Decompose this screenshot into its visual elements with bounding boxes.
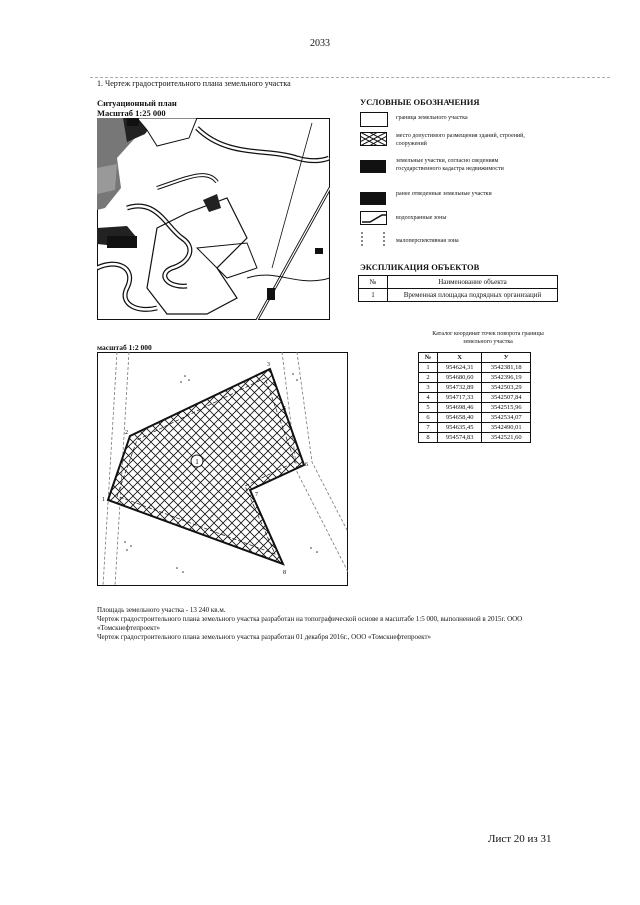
legend-swatch-allocated [360,192,386,205]
catalog-row [419,433,531,443]
note-date: Чертеж градостроительного плана земельного участка разработан 01 декабря 2016г., ООО «Томскнефтепроект» [97,633,432,641]
catalog-cell-x: 954717,33 [438,393,482,403]
explication-row [359,289,558,302]
legend-swatch-boundary [360,112,388,127]
situation-plan-map [97,118,330,320]
legend-label-boundary: граница земельного участка [396,115,468,121]
catalog-cell-number: 5 [419,403,438,413]
point-label-7: 7 [255,492,258,498]
catalog-title: Каталог координат точек поворота границы земельного участка [432,331,544,345]
catalog-cell-number: 7 [419,423,438,433]
catalog-cell-y: 3542503,29 [482,383,531,393]
catalog-row [419,363,531,373]
point-label-8: 8 [283,570,286,576]
catalog-header-row [419,353,531,363]
explication-cell-number: 1 [359,289,388,302]
catalog-cell-number: 2 [419,373,438,383]
catalog-cell-y: 3542396,19 [482,373,531,383]
catalog-cell-x: 954624,31 [438,363,482,373]
legend-swatch-building [360,132,387,146]
catalog-cell-x: 954680,60 [438,373,482,383]
explication-header-name: Наименование объекта [388,276,558,289]
catalog-cell-number: 3 [419,383,438,393]
catalog-cell-y: 3542534,07 [482,413,531,423]
catalog-header-x: X [438,353,482,363]
legend-label-building: место допустимого размещения зданий, строений, сооружений [396,133,525,147]
legend-label-allocated: ранее отведенные земельные участки [396,191,492,197]
catalog-header-y: У [482,353,531,363]
catalog-header-number: № [419,353,438,363]
point-label-6: 6 [305,462,308,468]
legend-label-cadastre: земельные участки, согласно сведениям государственного кадастра недвижимости [396,158,504,172]
explication-cell-name: Временная площадка подрядных организаций [388,289,558,302]
catalog-table [418,352,531,443]
point-label-1: 1 [102,497,105,503]
explication-title: ЭКСПЛИКАЦИЯ ОБЪЕКТОВ [360,262,480,272]
catalog-cell-y: 3542515,96 [482,403,531,413]
header-rule [90,77,610,78]
catalog-row [419,393,531,403]
point-label-2: 2 [125,430,128,436]
catalog-cell-x: 954635,45 [438,423,482,433]
catalog-cell-x: 954698,46 [438,403,482,413]
catalog-cell-y: 3542507,84 [482,393,531,403]
catalog-row [419,373,531,383]
land-plot-plan [97,352,348,586]
explication-header-number: № [359,276,388,289]
note-topography: Чертеж градостроительного плана земельного участка разработан на топографической основе в масштабе 1:5 000, выполненной в 2015г. ООО «Томскнефтепроект» [97,615,523,632]
situation-plan-title: Ситуационный план [97,98,177,108]
plan-scale: масштаб 1:2 000 [97,343,152,352]
catalog-row [419,413,531,423]
catalog-row [419,423,531,433]
catalog-row [419,403,531,413]
legend-swatch-low-prospect [360,232,387,246]
catalog-row [419,383,531,393]
point-label-5: 5 [283,406,286,412]
explication-table [358,275,558,302]
catalog-cell-x: 954658,40 [438,413,482,423]
legend-label-water-zone: водоохранные зоны [396,215,447,221]
point-label-4: 4 [273,382,276,388]
object-number-label: 1 [195,458,199,466]
legend-title: УСЛОВНЫЕ ОБОЗНАЧЕНИЯ [360,97,480,107]
catalog-cell-number: 1 [419,363,438,373]
catalog-cell-number: 4 [419,393,438,403]
catalog-cell-y: 3542521,60 [482,433,531,443]
catalog-cell-y: 3542490,01 [482,423,531,433]
legend-swatch-cadastre [360,160,386,173]
explication-header-row [359,276,558,289]
legend-swatch-water-zone [360,211,387,225]
point-label-3: 3 [267,362,270,368]
catalog-cell-number: 6 [419,413,438,423]
sheet-number: Лист 20 из 31 [488,833,552,845]
catalog-cell-y: 3542381,18 [482,363,531,373]
legend-label-low-prospect: малоперспективная зона [396,238,459,244]
catalog-cell-x: 954574,83 [438,433,482,443]
catalog-cell-x: 954732,89 [438,383,482,393]
note-area: Площадь земельного участка - 13 240 кв.м. [97,606,226,614]
catalog-cell-number: 8 [419,433,438,443]
situation-plan-scale: Масштаб 1:25 000 [97,108,166,118]
page-number: 2033 [310,38,330,49]
section-header: 1. Чертеж градостроительного плана земельного участка [97,79,291,88]
